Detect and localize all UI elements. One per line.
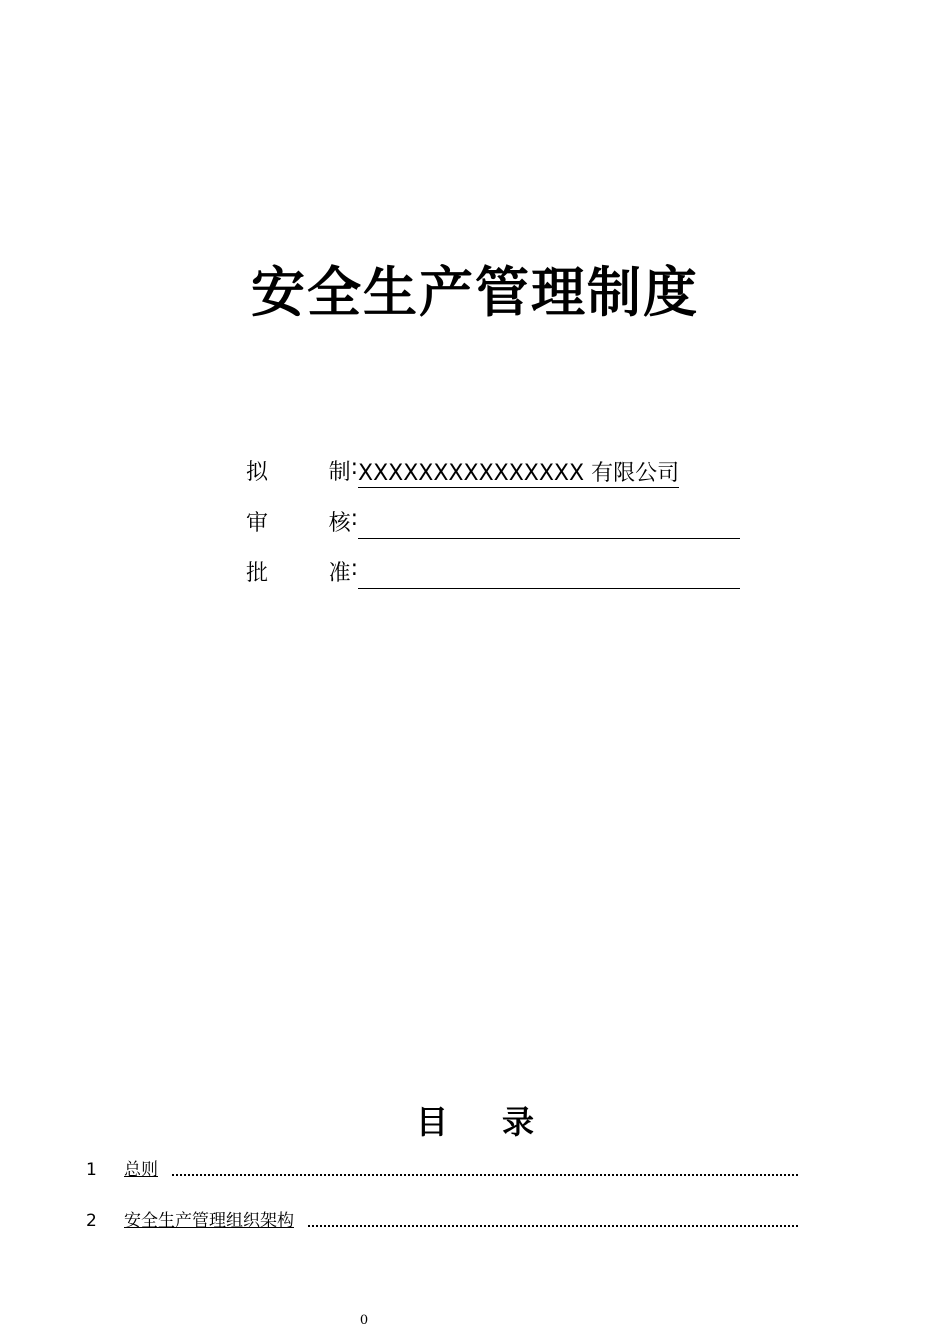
toc-entry[interactable] bbox=[86, 1209, 798, 1233]
document-title: 安全生产管理制度 bbox=[251, 260, 699, 324]
toc-entry-number: 2 bbox=[86, 1211, 97, 1231]
signature-row-drafted bbox=[246, 456, 679, 488]
toc-entry-link[interactable]: 总则 bbox=[124, 1160, 158, 1180]
signature-row-approved bbox=[246, 557, 740, 589]
toc-entry-number: 1 bbox=[86, 1160, 97, 1180]
toc-dot-leader bbox=[172, 1174, 798, 1176]
signature-label-char: 核 bbox=[328, 511, 351, 536]
toc-title-char: 录 bbox=[502, 1103, 535, 1141]
signature-label-char: 拟 bbox=[246, 460, 269, 485]
signature-colon: : bbox=[350, 556, 358, 581]
signature-blank-line bbox=[358, 562, 740, 589]
signature-colon: : bbox=[350, 506, 358, 531]
signature-label-char: 制 bbox=[328, 460, 351, 485]
toc-dot-leader bbox=[308, 1225, 798, 1227]
signature-blank-line bbox=[358, 512, 740, 539]
toc-entry[interactable] bbox=[86, 1158, 798, 1182]
toc-title-char: 目 bbox=[415, 1103, 448, 1141]
signature-row-reviewed bbox=[246, 507, 740, 539]
signature-label-char: 审 bbox=[246, 511, 269, 536]
signature-value-company: XXXXXXXXXXXXXXX 有限公司 bbox=[358, 461, 680, 486]
toc-entry-link[interactable]: 安全生产管理组织架构 bbox=[124, 1211, 294, 1231]
signature-colon: : bbox=[350, 455, 358, 480]
signature-label-char: 准 bbox=[328, 561, 351, 586]
toc-title bbox=[0, 1100, 950, 1144]
signature-label-approved bbox=[246, 556, 358, 589]
page-number: 0 bbox=[359, 1313, 369, 1328]
signature-label-reviewed bbox=[246, 506, 358, 539]
signature-label-char: 批 bbox=[246, 561, 269, 586]
signature-label-drafted bbox=[246, 455, 358, 488]
